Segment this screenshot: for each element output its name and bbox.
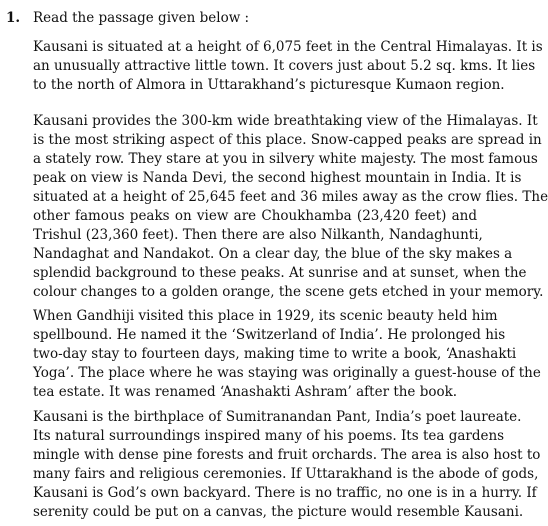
passage-line: two-day stay to fourteen days, making time to write a book, ‘Anashakti [33,346,517,362]
paragraph-1 [33,38,543,95]
passage-line: Kausani is God’s own backyard. There is no traffic, no one is in a hurry. If [33,485,537,501]
passage-line: colour changes to a golden orange, the scene gets etched in your memory. [33,284,544,300]
passage-line: tea estate. It was renamed ‘Anashakti Ashram’ after the book. [33,384,458,400]
passage-line: Kausani is the birthplace of Sumitranandan Pant, India’s poet laureate. [33,409,522,425]
paragraph-4 [33,408,541,522]
passage-line: an unusually attractive little town. It covers just about 5.2 sq. kms. It lies [33,58,536,74]
passage-line: Its natural surroundings inspired many of his poems. Its tea gardens [33,428,505,444]
passage-line: to the north of Almora in Uttarakhand’s picturesque Kumaon region. [33,77,505,93]
question-prompt: Read the passage given below : [33,10,250,26]
passage-line: Nandaghat and Nandakot. On a clear day, the blue of the sky makes a [33,246,513,262]
question-number: 1. [6,10,21,26]
passage-line: When Gandhiji visited this place in 1929, its scenic beauty held him [33,308,498,324]
passage-line: serenity could be put on a canvas, the picture would resemble Kausani. [33,504,524,520]
paragraph-2 [33,112,548,302]
passage-line: Trishul (23,360 feet). Then there are also Nilkanth, Nandaghunti, [33,227,483,243]
paragraph-3 [33,307,541,402]
passage-line: Kausani provides the 300-km wide breathtaking view of the Himalayas. It [33,113,538,129]
passage-line: is the most striking aspect of this place. Snow-capped peaks are spread in [33,132,542,148]
passage-line: many fairs and religious ceremonies. If Uttarakhand is the abode of gods, [33,466,539,482]
passage-line: splendid background to these peaks. At sunrise and at sunset, when the [33,265,527,281]
passage-line: Yoga’. The place where he was staying was originally a guest-house of the [33,365,541,381]
passage-line: spellbound. He named it the ‘Switzerland of India’. He prolonged his [33,327,506,343]
passage-line: mingle with dense pine forests and fruit orchards. The area is also host to [33,447,541,463]
passage-line: Kausani is situated at a height of 6,075 feet in the Central Himalayas. It is [33,39,543,55]
passage-line: situated at a height of 25,645 feet and 36 miles away as the crow flies. The [33,189,548,205]
passage-line: other famous peaks on view are Choukhamba (23,420 feet) and [33,208,477,224]
passage-line: peak on view is Nanda Devi, the second highest mountain in India. It is [33,170,522,186]
passage-line: a stately row. They stare at you in silvery white majesty. The most famous [33,151,538,167]
